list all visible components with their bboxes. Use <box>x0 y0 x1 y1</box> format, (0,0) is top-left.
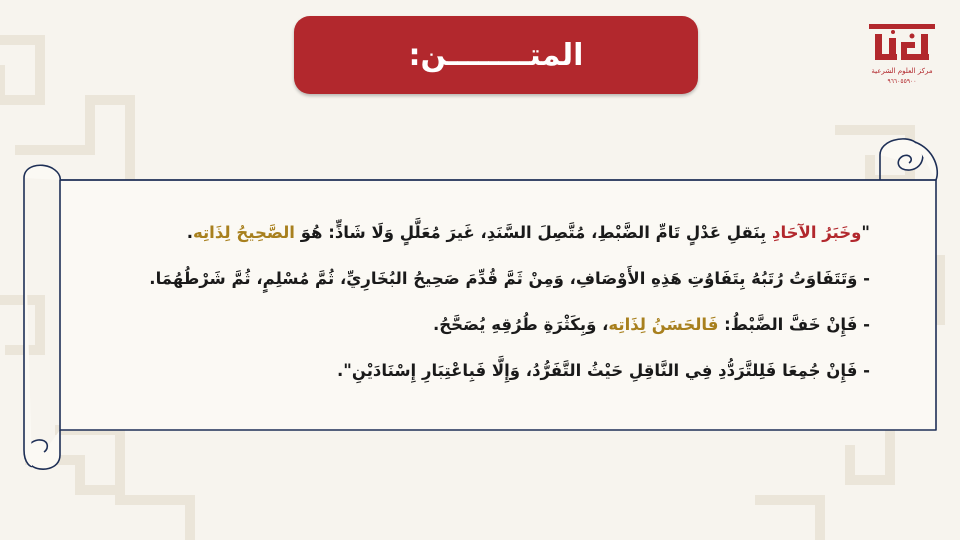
line-text: ، وَبِكَثْرَةِ طُرُقِهِ يُصَحَّحُ. <box>432 315 609 334</box>
page-title: المتــــــــن: <box>294 16 698 94</box>
matn-line-2: - وَتَتَفَاوَتُ رُتَبُهُ بِتَفَاوُتِ هَذِهِ الأَوْصَافِ، وَمِنْ ثَمَّ قُدِّمَ صَحِيحُ البُخَارِيِّ، ثُمَّ مُسْلِمٍ، ثُمَّ شَرْطُهُمَا. <box>149 269 870 288</box>
logo-phone: ٩٦٦٠٥٥٩٠٠ <box>887 78 917 85</box>
matn-line-3 <box>150 302 870 348</box>
line-text: . <box>186 223 193 242</box>
highlight-gold: الصَّحِيحُ لِذَاتِه <box>192 223 295 242</box>
highlight-red: وخَبَرُ الآحَادِ <box>772 223 862 242</box>
matn-text <box>150 210 870 394</box>
matn-line-1 <box>150 210 870 256</box>
highlight-gold: فَالحَسَنُ لِذَاتِه <box>608 315 719 334</box>
quote-mark: " <box>861 223 870 242</box>
logo-subtitle: مركز العلوم الشرعية <box>871 67 933 75</box>
line-text: - فَإِنْ خَفَّ الضَّبْطُ: <box>718 315 870 334</box>
matn-line-4: - فَإِنْ جُمِعَا فَلِلتَّرَدُّدِ فِي النَّاقِلِ حَيْثُ التَّفَرُّدُ، وَإِلَّا فَبِاعْتِبَارِ إِسْنَادَيْنِ". <box>337 361 870 380</box>
line-text: بِنَقلِ عَدْلٍ تَامِّ الضَّبْطِ، مُتَّصِلَ السَّنَدِ، غَيرَ مُعَلَّلٍ وَلَا شَاذٍّ: هُوَ <box>294 223 772 242</box>
